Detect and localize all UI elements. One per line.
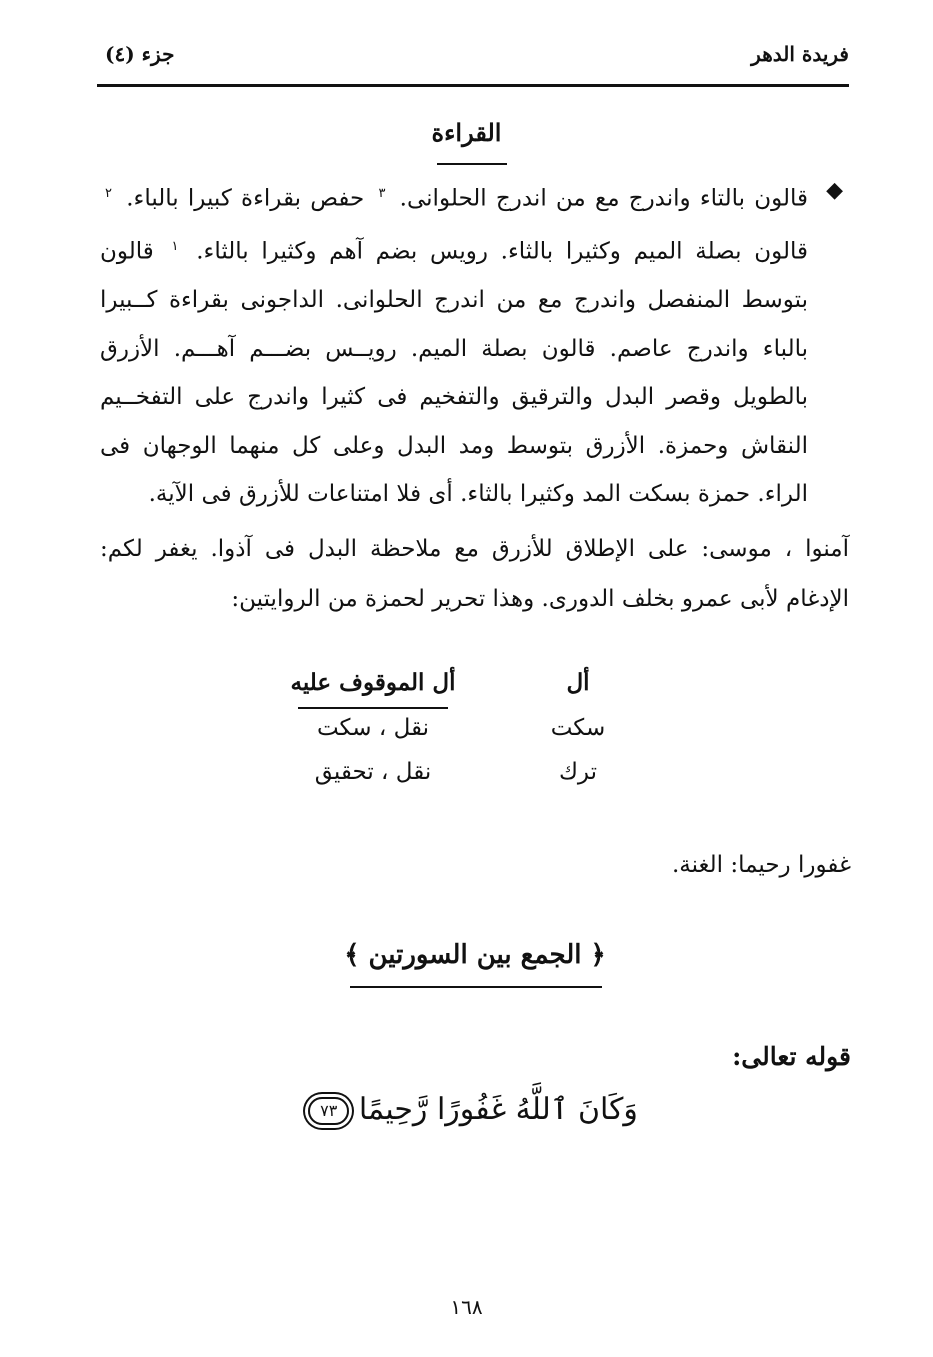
qiraat-text	[100, 170, 808, 519]
qiraat-line-1: قالون بالتاء واندرج مع من اندرج الحلوانى.	[399, 185, 809, 212]
qiraat-line-3: قالون بصلة الميم وكثيرا بالثاء. رويس بضم آهم وكثيرا بالثاء.	[196, 238, 809, 265]
table-cell: نقل ، سكت	[316, 715, 430, 741]
section-title: القراءة	[431, 118, 502, 147]
table-header: أل الموقوف عليه	[290, 669, 456, 696]
tahrir-paragraph: آمنوا ، موسى: على الإطلاق للأزرق مع ملاحظة البدل فى آذوا. يغفر لكم: الإدغام لأبى عمرو بخلف الدورى. وهذا تحرير لحمزة من الروايتين:	[100, 536, 849, 612]
part-number: جزء (٤)	[105, 42, 175, 66]
table-cell: سكت	[550, 715, 606, 741]
header-rule	[97, 84, 849, 87]
table-column-al-mawquf	[288, 664, 458, 794]
qawl-label: قوله تعالى:	[732, 1042, 851, 1071]
jam-heading: ﴿ الجمع بين السورتين ﴾	[344, 940, 606, 970]
qiraat-line-2: حفص بقراءة كبيرا بالباء.	[126, 185, 365, 212]
diamond-bullet-icon: ◆	[826, 178, 843, 203]
verse-text: وَكَانَ ٱللَّهُ غَفُورًا رَّحِيمًا	[358, 1092, 638, 1127]
qiraat-line-4: قالون بتوسط المنفصل واندرج مع من اندرج الحلوانى. الداجونى بقراءة كــبيرا بالباء واندرج عاصم. قالون بصلة الميم. رويــس بضـــم آهـــم. الأزرق بالطويل وقصر البدل والترقيق والتفخيم فى كثيرا واندرج على التفخــيم النقاش وحمزة. الأزرق بتوسط ومد البدل وعلى كل منهما الوجهان فى الراء. حمزة بسكت المد وكثيرا بالثاء. أى فلا امتناعات للأزرق فى الآية.	[100, 238, 808, 508]
table-cell: نقل ، تحقيق	[314, 759, 432, 785]
table-header-rule	[298, 707, 448, 709]
table-column-al	[530, 664, 626, 794]
footnote-mark-2: ٢	[105, 186, 112, 201]
ghunna-line: غفورا رحيما: الغنة.	[671, 852, 851, 878]
footnote-mark-3: ٣	[378, 186, 386, 201]
quran-verse	[300, 1092, 640, 1127]
table-cell: ترك	[558, 759, 598, 785]
jam-underline	[350, 986, 602, 988]
title-underline	[437, 163, 507, 165]
ayah-number-badge: ٧٣	[308, 1097, 349, 1125]
running-header	[97, 42, 849, 76]
book-title: فريدة الدهر	[751, 42, 849, 66]
footnote-mark-1: ١	[171, 239, 179, 255]
page-number: ١٦٨	[450, 1295, 483, 1319]
table-header: أل	[566, 669, 590, 696]
